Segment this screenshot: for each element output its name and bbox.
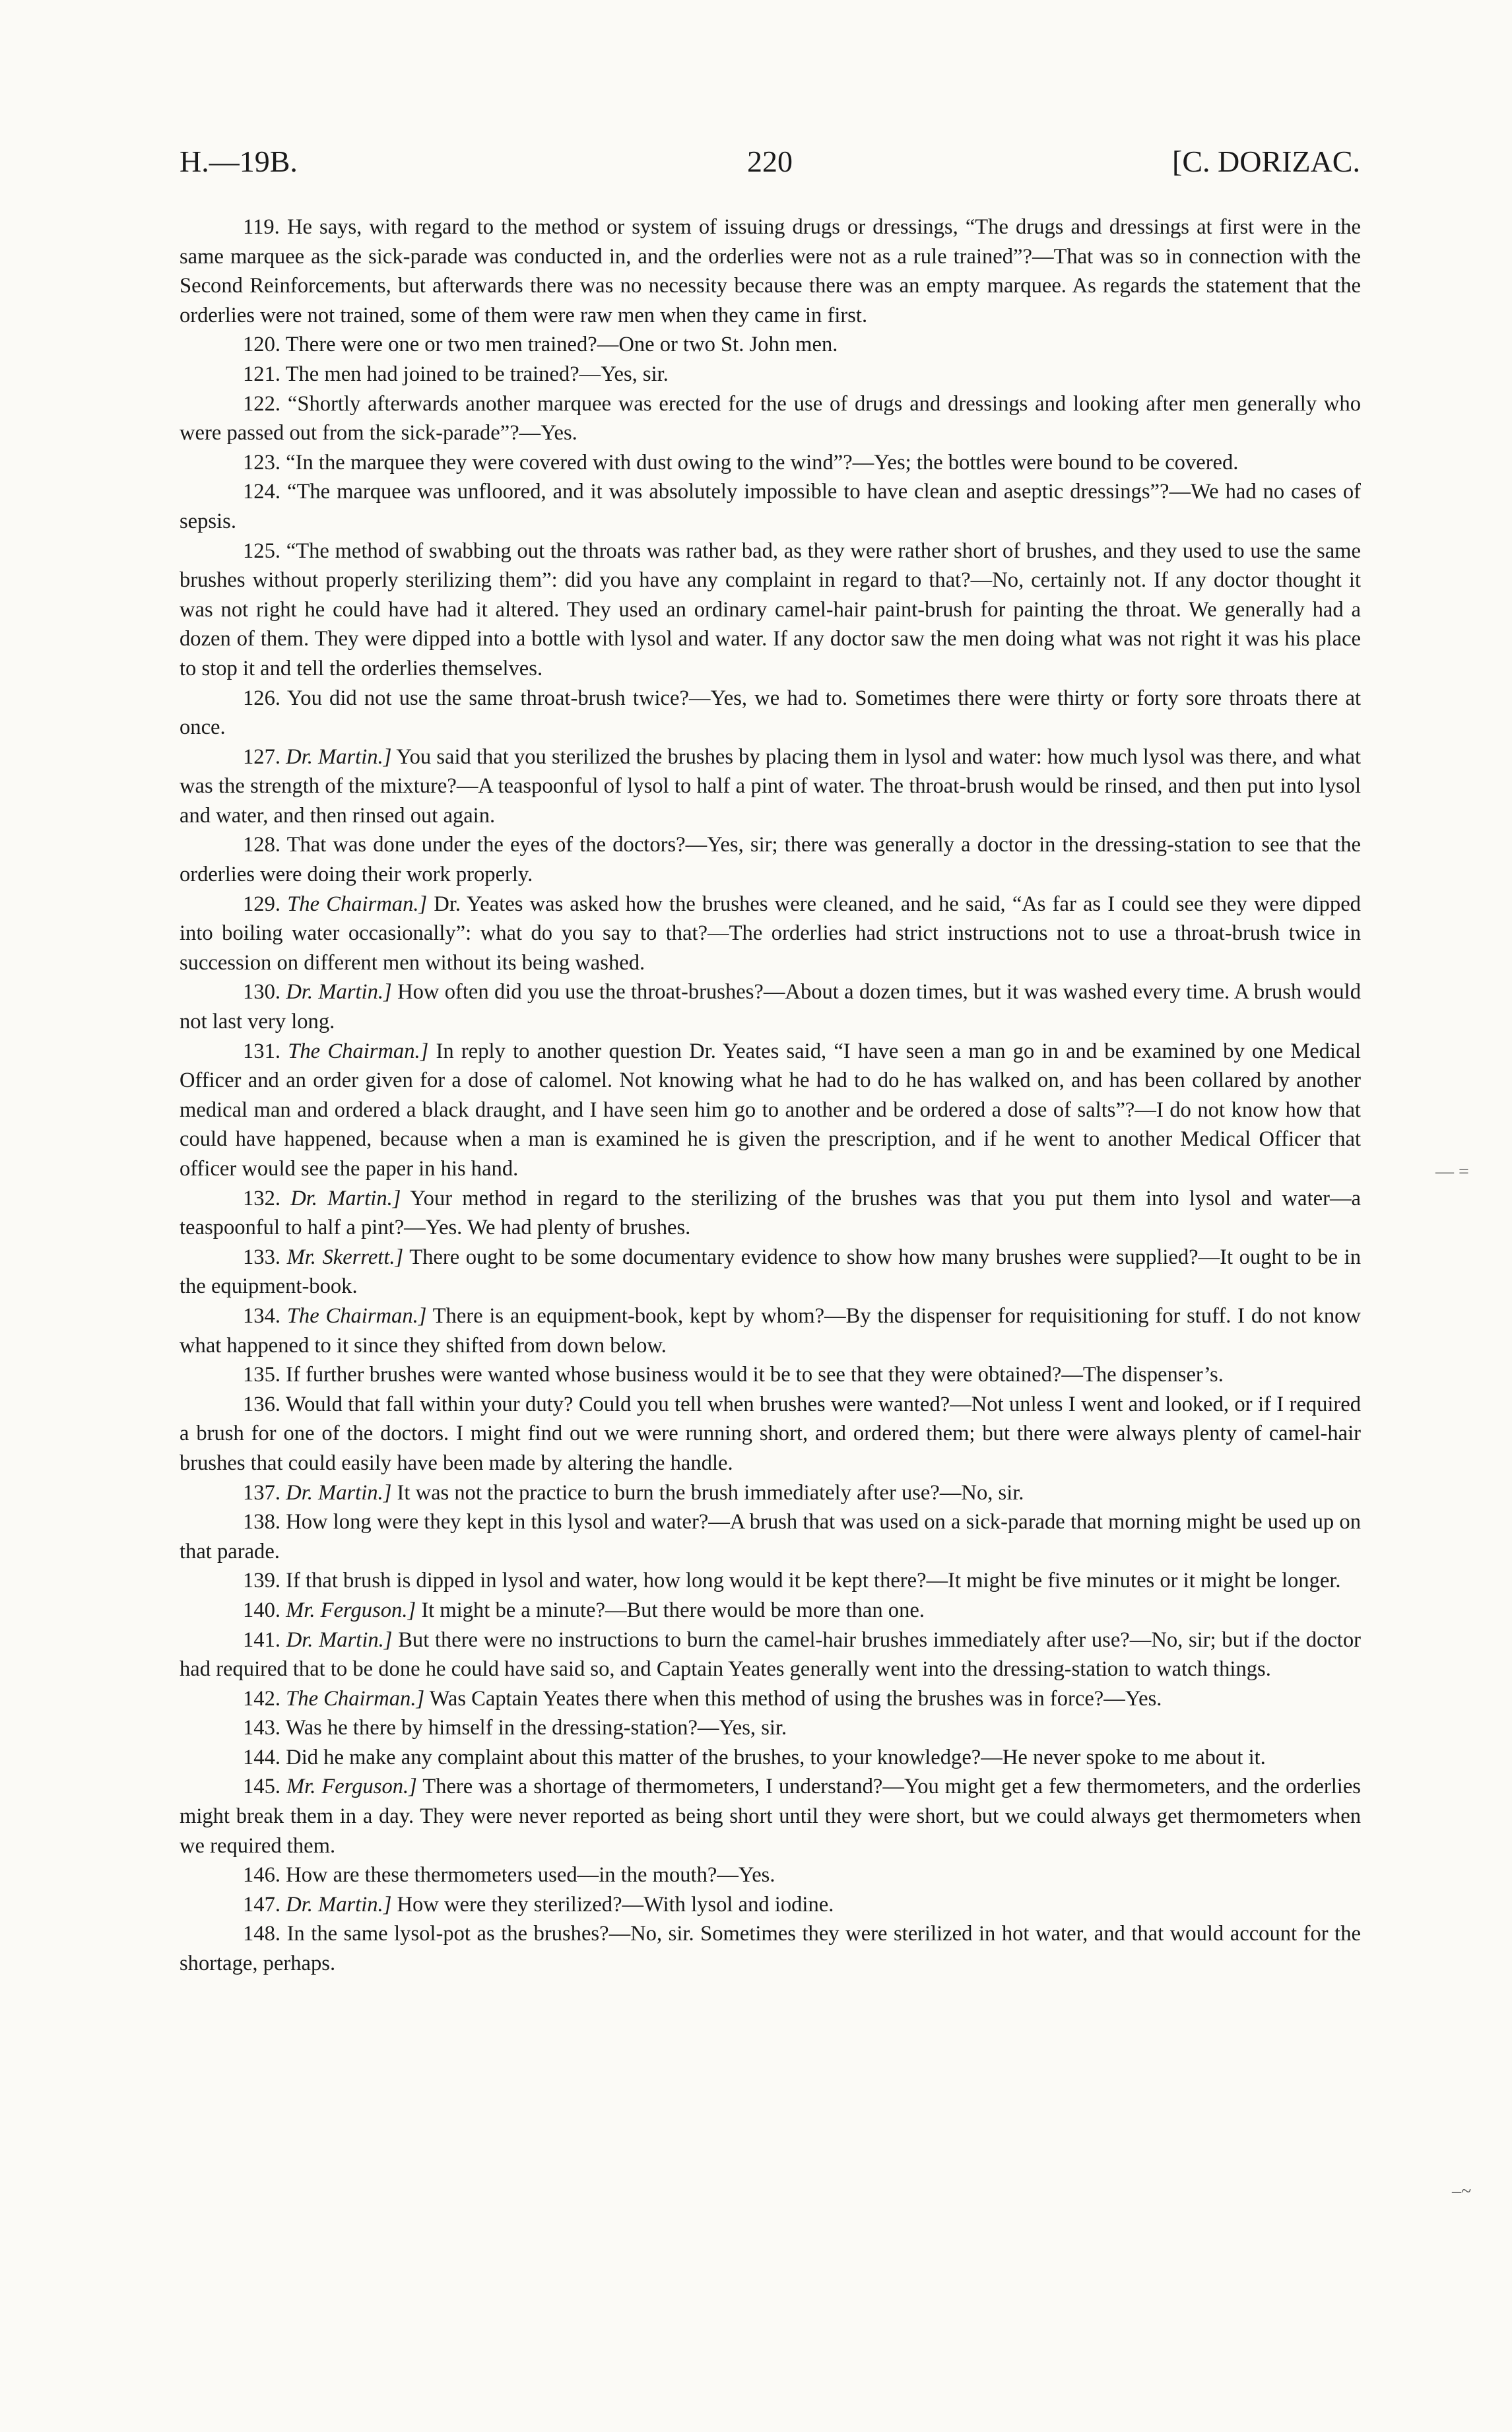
testimony-paragraph bbox=[180, 742, 1361, 831]
question-number: 120. bbox=[243, 333, 281, 357]
question-number: 140. bbox=[243, 1598, 281, 1622]
speaker-label: Dr. Martin.] bbox=[286, 1892, 392, 1917]
testimony-paragraph bbox=[180, 1772, 1361, 1860]
question-answer-text: There were one or two men trained?—One or two St. John men. bbox=[285, 333, 838, 357]
testimony-paragraph bbox=[180, 1301, 1361, 1360]
question-answer-text: How long were they kept in this lysol and water?—A brush that was used on a sick-parade that morning might be used up on that parade. bbox=[180, 1510, 1361, 1563]
question-answer-text: “The marquee was unfloored, and it was absolutely impossible to have clean and aseptic dressings”?—We had no cases of sepsis. bbox=[180, 480, 1361, 533]
speaker-label: Dr. Martin.] bbox=[290, 1186, 401, 1210]
speaker-label: Dr. Martin.] bbox=[286, 744, 392, 769]
testimony-paragraph bbox=[180, 1596, 1361, 1626]
testimony-paragraph bbox=[180, 1566, 1361, 1596]
question-number: 127. bbox=[243, 744, 281, 769]
question-number: 129. bbox=[243, 892, 281, 916]
question-number: 139. bbox=[243, 1569, 281, 1593]
testimony-paragraph bbox=[180, 1626, 1361, 1684]
speaker-label: Mr. Ferguson.] bbox=[286, 1775, 417, 1799]
question-number: 135. bbox=[243, 1363, 281, 1387]
question-answer-text: Would that fall within your duty? Could you tell when brushes were wanted?—Not unless I went and looked, or if I required a brush for one of the doctors. I might find out we were running short, and ordered them; but there were always plenty of camel-hair brushes that could easily have been made by altering the handle. bbox=[180, 1392, 1362, 1475]
speaker-label: Mr. Skerrett.] bbox=[286, 1245, 404, 1269]
question-answer-text: There is an equipment-book, kept by whom?—By the dispenser for requisitioning for stuff. I do not know what happened to it since they shifted from down below. bbox=[180, 1303, 1361, 1358]
speaker-label: Dr. Martin.] bbox=[286, 980, 392, 1004]
testimony-paragraph bbox=[180, 977, 1361, 1036]
question-number: 128. bbox=[243, 833, 281, 857]
question-answer-text: It was not the practice to burn the brush immediately after use?—No, sir. bbox=[397, 1480, 1024, 1505]
question-number: 122. bbox=[243, 391, 281, 416]
testimony-paragraph bbox=[180, 1860, 1361, 1890]
testimony-paragraph bbox=[180, 1243, 1361, 1301]
question-answer-text: “In the marquee they were covered with dust owing to the wind”?—Yes; the bottles were bound to be covered. bbox=[286, 450, 1239, 475]
testimony-paragraph bbox=[180, 890, 1361, 978]
question-answer-text: Dr. Yeates was asked how the brushes were cleaned, and he said, “As far as I could see they were dipped into boiling water occasionally”: what do you say to that?—The orderlies had strict instructions not to use a throat-brush twice in succession on different men without its being washed. bbox=[180, 892, 1361, 975]
testimony-paragraph bbox=[180, 537, 1361, 684]
testimony-paragraph bbox=[180, 1037, 1361, 1184]
question-number: 145. bbox=[243, 1775, 281, 1799]
speaker-label: The Chairman.] bbox=[286, 1303, 427, 1328]
testimony-paragraph bbox=[180, 448, 1361, 478]
question-answer-text: Was he there by himself in the dressing-station?—Yes, sir. bbox=[285, 1716, 787, 1740]
question-answer-text: If further brushes were wanted whose business would it be to see that they were obtained?—The dispenser’s. bbox=[286, 1363, 1224, 1387]
question-number: 125. bbox=[243, 539, 281, 563]
question-number: 132. bbox=[243, 1186, 281, 1210]
question-answer-text: In the same lysol-pot as the brushes?—No, sir. Sometimes they were sterilized in hot water, and that would account for the shortage, perhaps. bbox=[180, 1922, 1361, 1976]
question-answer-text: He says, with regard to the method or system of issuing drugs or dressings, “The drugs and dressings at first were in the same marquee as the sick-parade was conducted in, and the orderlies were not as a rule trained”?—That was so in connection with the Second Reinforcements, but afterwards there was no necessity because there was an empty marquee. As regards the statement that the orderlies were not trained, some of them were raw men when they came in first. bbox=[180, 215, 1361, 327]
question-number: 123. bbox=[243, 450, 281, 475]
question-number: 141. bbox=[243, 1627, 281, 1652]
question-answer-text: There ought to be some documentary evidence to show how many brushes were supplied?—It ought to be in the equipment-book. bbox=[180, 1245, 1361, 1299]
testimony-paragraph bbox=[180, 1360, 1361, 1390]
question-number: 137. bbox=[243, 1480, 281, 1505]
question-answer-text: How often did you use the throat-brushes?—About a dozen times, but it was washed every time. A brush would not last very long. bbox=[180, 980, 1361, 1034]
question-number: 133. bbox=[243, 1245, 281, 1269]
speaker-label: Dr. Martin.] bbox=[286, 1480, 392, 1505]
speaker-label: Dr. Martin.] bbox=[286, 1627, 393, 1652]
question-number: 134. bbox=[243, 1303, 281, 1328]
speaker-label: Mr. Ferguson.] bbox=[286, 1598, 416, 1622]
page-header bbox=[180, 144, 1360, 190]
document-reference: H.—19B. bbox=[180, 145, 298, 178]
question-answer-text: But there were no instructions to burn the camel-hair brushes immediately after use?—No, sir; but if the doctor had required that to be done he could have said so, and Captain Yeates generally went into the dressing-station to watch things. bbox=[180, 1627, 1361, 1682]
question-answer-text: You said that you sterilized the brushes by placing them in lysol and water: how much lysol was there, and what was the strength of the mixture?—A teaspoonful of lysol to half a pint of water. The throat-brush would be rinsed, and then put into lysol and water, and then rinsed out again. bbox=[180, 744, 1362, 828]
testimony-paragraph bbox=[180, 1684, 1361, 1714]
question-number: 146. bbox=[243, 1863, 281, 1888]
question-answer-text: You did not use the same throat-brush twice?—Yes, we had to. Sometimes there were thirty or forty sore throats there at once. bbox=[180, 686, 1361, 740]
testimony-paragraph bbox=[180, 684, 1361, 742]
question-answer-text: “Shortly afterwards another marquee was erected for the use of drugs and dressings and looking after men generally who were passed out from the sick-parade”?—Yes. bbox=[180, 391, 1361, 445]
question-number: 143. bbox=[243, 1716, 281, 1740]
testimony-body bbox=[180, 213, 1361, 1979]
margin-mark-icon: — = bbox=[1435, 1162, 1469, 1182]
witness-name: [C. DORIZAC. bbox=[1172, 145, 1360, 178]
question-number: 138. bbox=[243, 1510, 281, 1534]
question-number: 147. bbox=[243, 1892, 281, 1917]
question-answer-text: “The method of swabbing out the throats was rather bad, as they were rather short of brushes, and they used to use the same brushes without properly sterilizing them”: did you have any complaint in regard to that?—No, certainly not. If any doctor thought it was not right he could have had it altered. They used an ordinary camel-hair paint-brush for painting the throat. We generally had a dozen of them. They were dipped into a bottle with lysol and water. If any doctor saw the men doing what was not right it was his place to stop it and tell the orderlies themselves. bbox=[180, 539, 1361, 680]
question-answer-text: In reply to another question Dr. Yeates said, “I have seen a man go in and be examined by one Medical Officer and an order given for a dose of calomel. Not knowing what he had to do he has walked on, and has been collared by another medical man and ordered a black draught, and I have seen him go to another and be ordered a dose of salts”?—I do not know how that could have happened, because when a man is examined he is given the prescription, and if he went to another Medical Officer that officer would see the paper in his hand. bbox=[180, 1039, 1361, 1181]
page-number: 220 bbox=[747, 145, 793, 178]
question-answer-text: It might be a minute?—But there would be more than one. bbox=[421, 1598, 925, 1622]
testimony-paragraph bbox=[180, 1919, 1361, 1978]
question-answer-text: The men had joined to be trained?—Yes, sir. bbox=[285, 362, 669, 386]
question-answer-text: If that brush is dipped in lysol and water, how long would it be kept there?—It might be five minutes or it might be longer. bbox=[286, 1569, 1341, 1593]
question-number: 148. bbox=[243, 1922, 281, 1946]
question-answer-text: There was a shortage of thermometers, I understand?—You might get a few thermometers, and the orderlies might break them in a day. They were never reported as being short until they were short, but we could always get thermometers when we required them. bbox=[180, 1775, 1361, 1858]
question-number: 119. bbox=[243, 215, 280, 239]
speaker-label: The Chairman.] bbox=[287, 892, 428, 916]
speaker-label: The Chairman.] bbox=[286, 1686, 425, 1711]
question-answer-text: How were they sterilized?—With lysol and iodine. bbox=[397, 1892, 834, 1917]
testimony-paragraph bbox=[180, 360, 1361, 389]
testimony-paragraph bbox=[180, 1890, 1361, 1920]
speaker-label: The Chairman.] bbox=[288, 1039, 429, 1063]
testimony-paragraph bbox=[180, 1743, 1361, 1773]
testimony-paragraph bbox=[180, 1184, 1361, 1243]
question-number: 121. bbox=[243, 362, 281, 386]
question-number: 142. bbox=[243, 1686, 281, 1711]
testimony-paragraph bbox=[180, 830, 1361, 889]
question-answer-text: Your method in regard to the sterilizing of the brushes was that you put them into lysol and water—a teaspoonful to half a pint?—Yes. We had plenty of brushes. bbox=[180, 1186, 1361, 1240]
testimony-paragraph bbox=[180, 1507, 1361, 1566]
testimony-paragraph bbox=[180, 1478, 1361, 1508]
question-number: 144. bbox=[243, 1745, 281, 1769]
testimony-paragraph bbox=[180, 1390, 1361, 1478]
testimony-paragraph bbox=[180, 389, 1361, 448]
testimony-paragraph bbox=[180, 330, 1361, 360]
question-answer-text: Did he make any complaint about this matter of the brushes, to your knowledge?—He never spoke to me about it. bbox=[286, 1745, 1266, 1769]
margin-mark-icon: –~ bbox=[1452, 2181, 1472, 2202]
question-number: 136. bbox=[243, 1392, 281, 1416]
question-number: 126. bbox=[243, 686, 281, 710]
testimony-paragraph bbox=[180, 1713, 1361, 1743]
question-answer-text: How are these thermometers used—in the mouth?—Yes. bbox=[286, 1863, 775, 1888]
question-answer-text: Was Captain Yeates there when this method of using the brushes was in force?—Yes. bbox=[429, 1686, 1162, 1711]
question-number: 124. bbox=[243, 480, 281, 504]
testimony-paragraph bbox=[180, 213, 1361, 330]
question-number: 130. bbox=[243, 980, 281, 1004]
testimony-paragraph bbox=[180, 477, 1361, 536]
question-number: 131. bbox=[243, 1039, 281, 1063]
question-answer-text: That was done under the eyes of the doctors?—Yes, sir; there was generally a doctor in the dressing-station to see that the orderlies were doing their work properly. bbox=[180, 833, 1361, 887]
